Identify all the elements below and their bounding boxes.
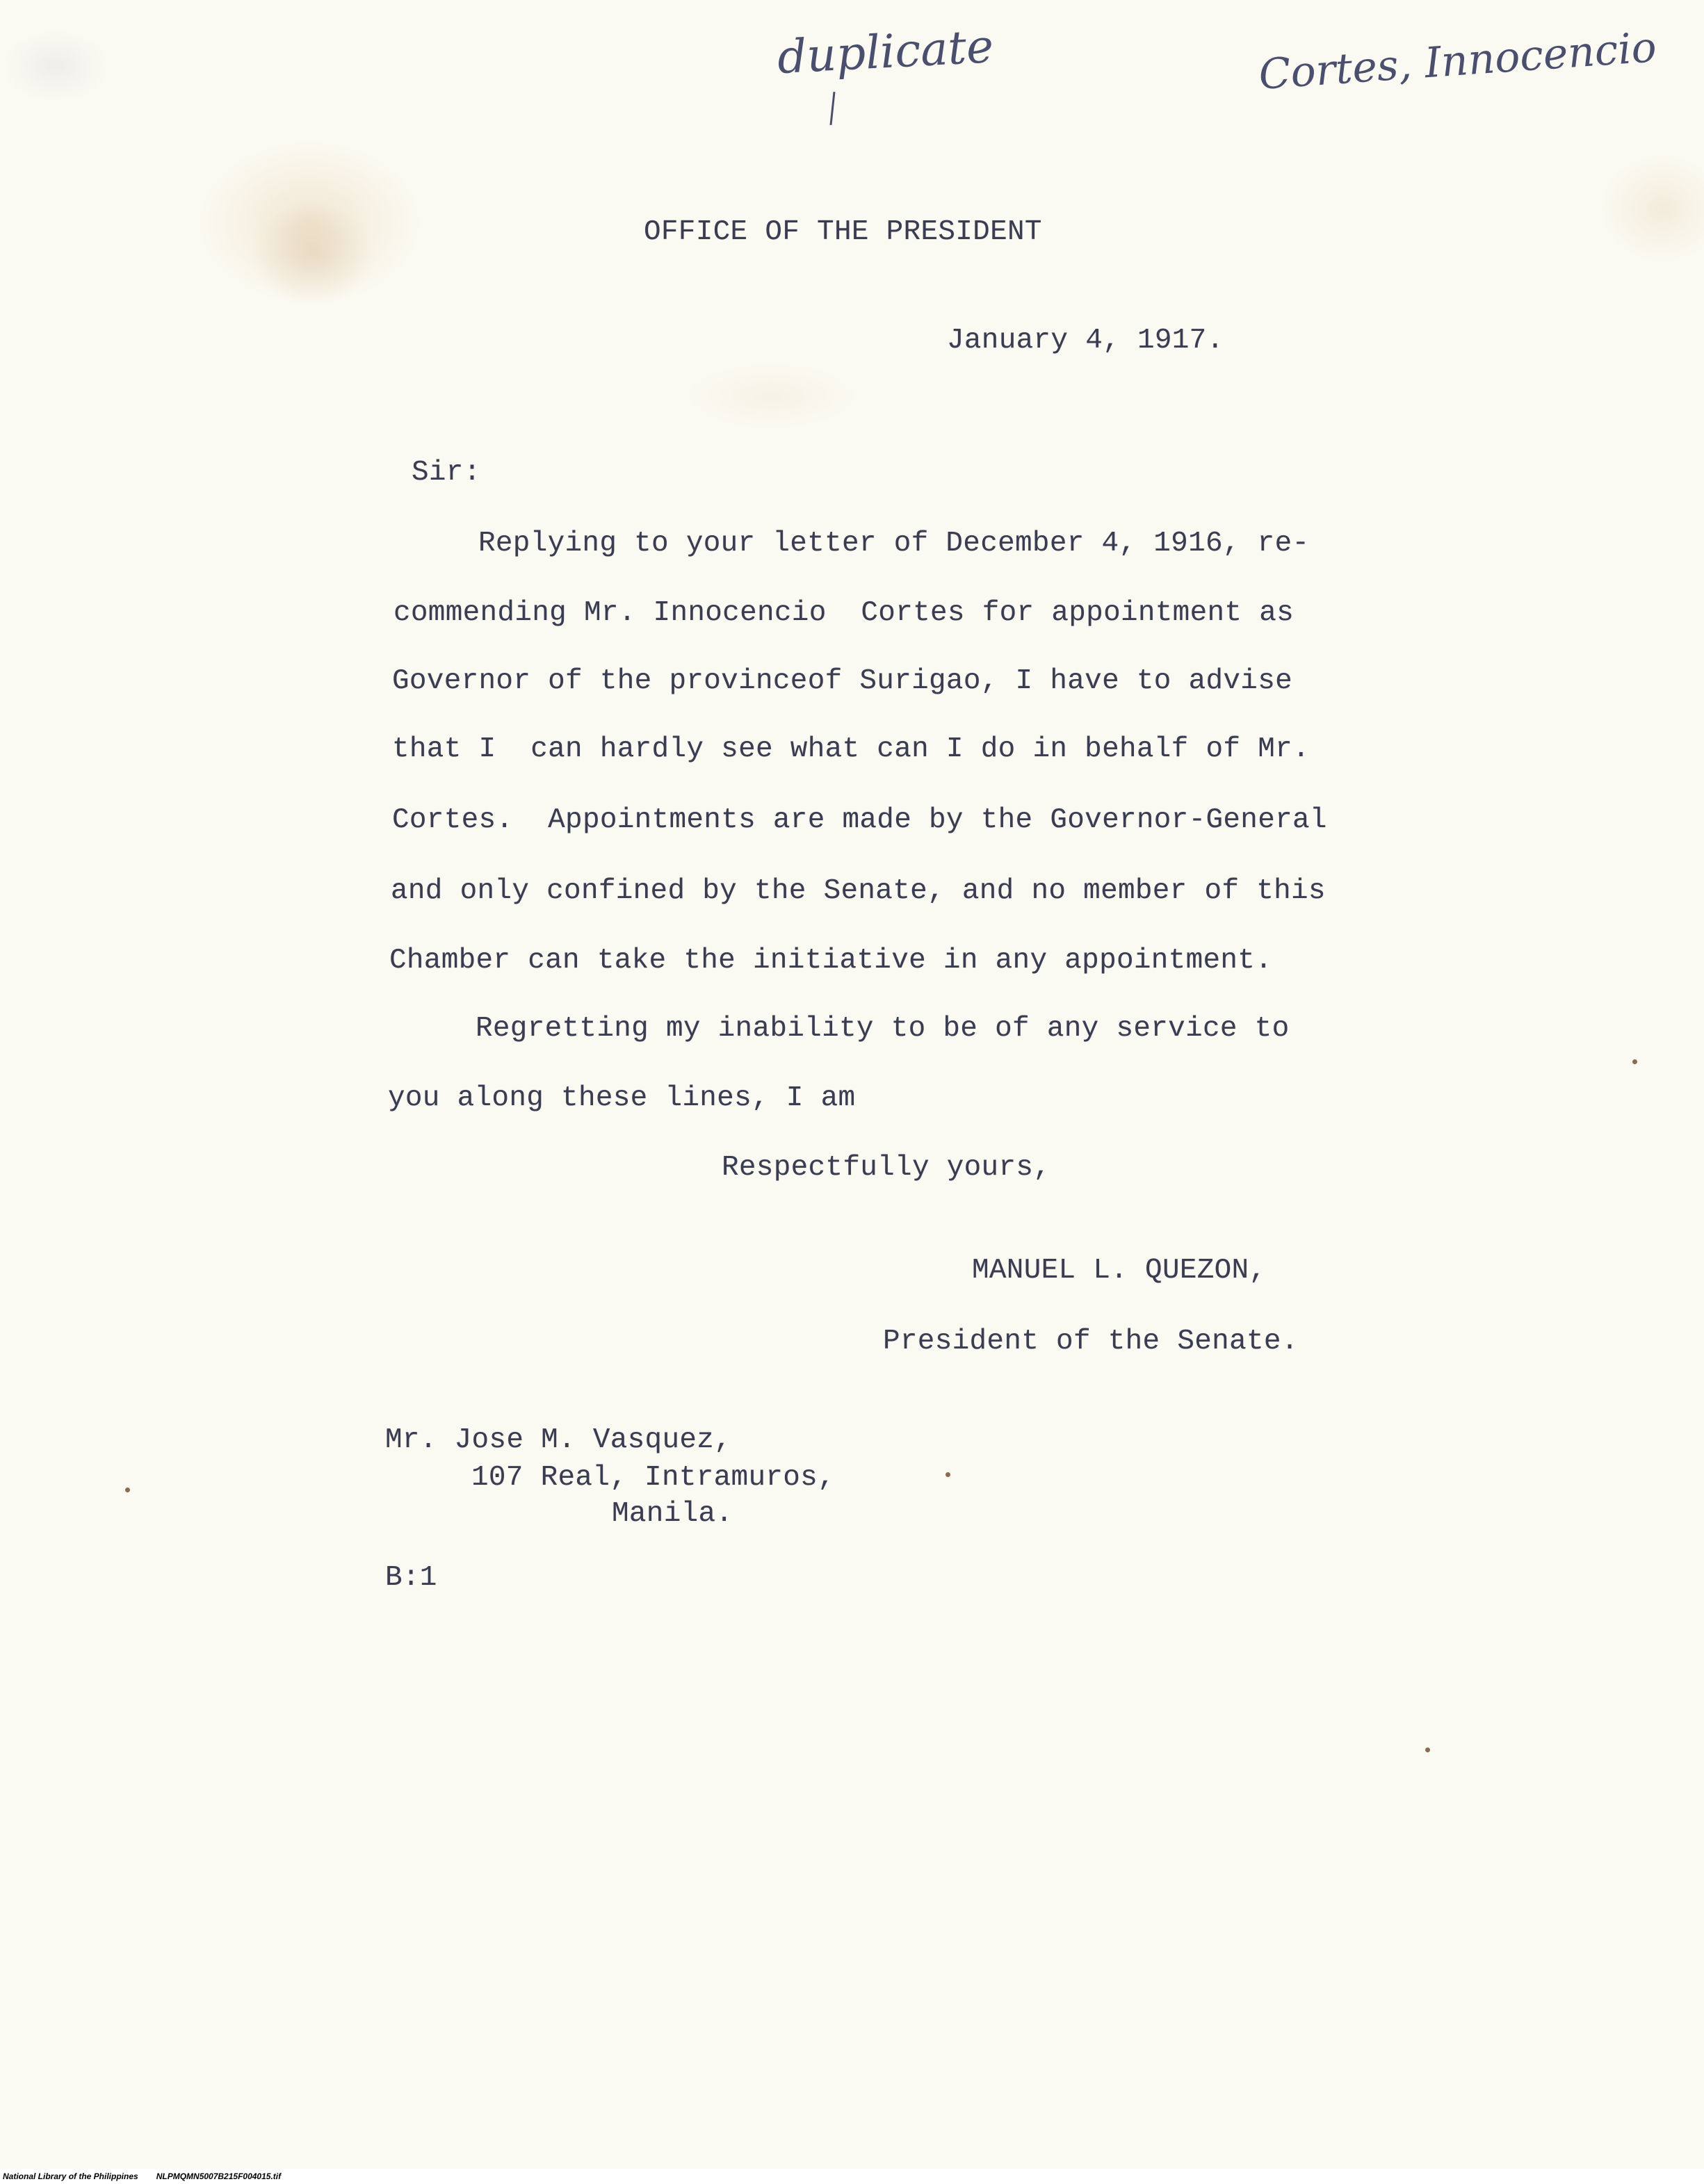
handwritten-duplicate-note: duplicate (776, 19, 995, 85)
paper-speck (1632, 1059, 1637, 1064)
paper-speck (946, 1472, 950, 1477)
addressee-line: Mr. Jose M. Vasquez, (385, 1424, 732, 1456)
signatory-name: MANUEL L. QUEZON, (972, 1255, 1267, 1287)
paper-stain (1599, 153, 1704, 264)
body-line: Chamber can take the initiative in any appointment. (389, 945, 1273, 977)
paper-speck (1425, 1747, 1430, 1752)
footer-library: National Library of the Philippines (3, 2171, 138, 2181)
handwriting-stroke (829, 92, 835, 125)
body-line: Replying to your letter of December 4, 1916, re- (478, 528, 1310, 560)
footer-file-id: NLPMQMN5007B215F004015.tif (156, 2171, 282, 2181)
paper-stain (681, 361, 862, 431)
handwritten-name-note: Cortes, Innocencio (1257, 23, 1658, 99)
salutation: Sir: (412, 457, 481, 489)
scan-footer (0, 2169, 1704, 2184)
body-line: you along these lines, I am (388, 1082, 856, 1114)
letter-date: January 4, 1917. (947, 325, 1224, 357)
addressee-line: 107 Real, Intramuros, (471, 1462, 835, 1494)
body-line: Cortes. Appointments are made by the Governor-General (392, 804, 1327, 836)
letterhead: OFFICE OF THE PRESIDENT (644, 216, 1042, 248)
body-line: that I can hardly see what can I do in behalf of Mr. (392, 733, 1310, 765)
body-line: Governor of the provinceof Surigao, I have to advise (392, 665, 1293, 697)
body-line: and only confined by the Senate, and no member of this (391, 875, 1326, 907)
addressee-line: Manila. (612, 1498, 733, 1530)
signatory-title: President of the Senate. (883, 1326, 1299, 1358)
paper-stain (0, 28, 111, 104)
paper-stain (195, 139, 424, 306)
paper-speck (125, 1488, 130, 1492)
closing: Respectfully yours, (722, 1152, 1051, 1184)
paper-stain (250, 202, 375, 306)
body-line: Regretting my inability to be of any service to (476, 1013, 1290, 1045)
body-line: commending Mr. Innocencio Cortes for appointment as (393, 597, 1295, 629)
reference-code: B:1 (385, 1562, 437, 1594)
